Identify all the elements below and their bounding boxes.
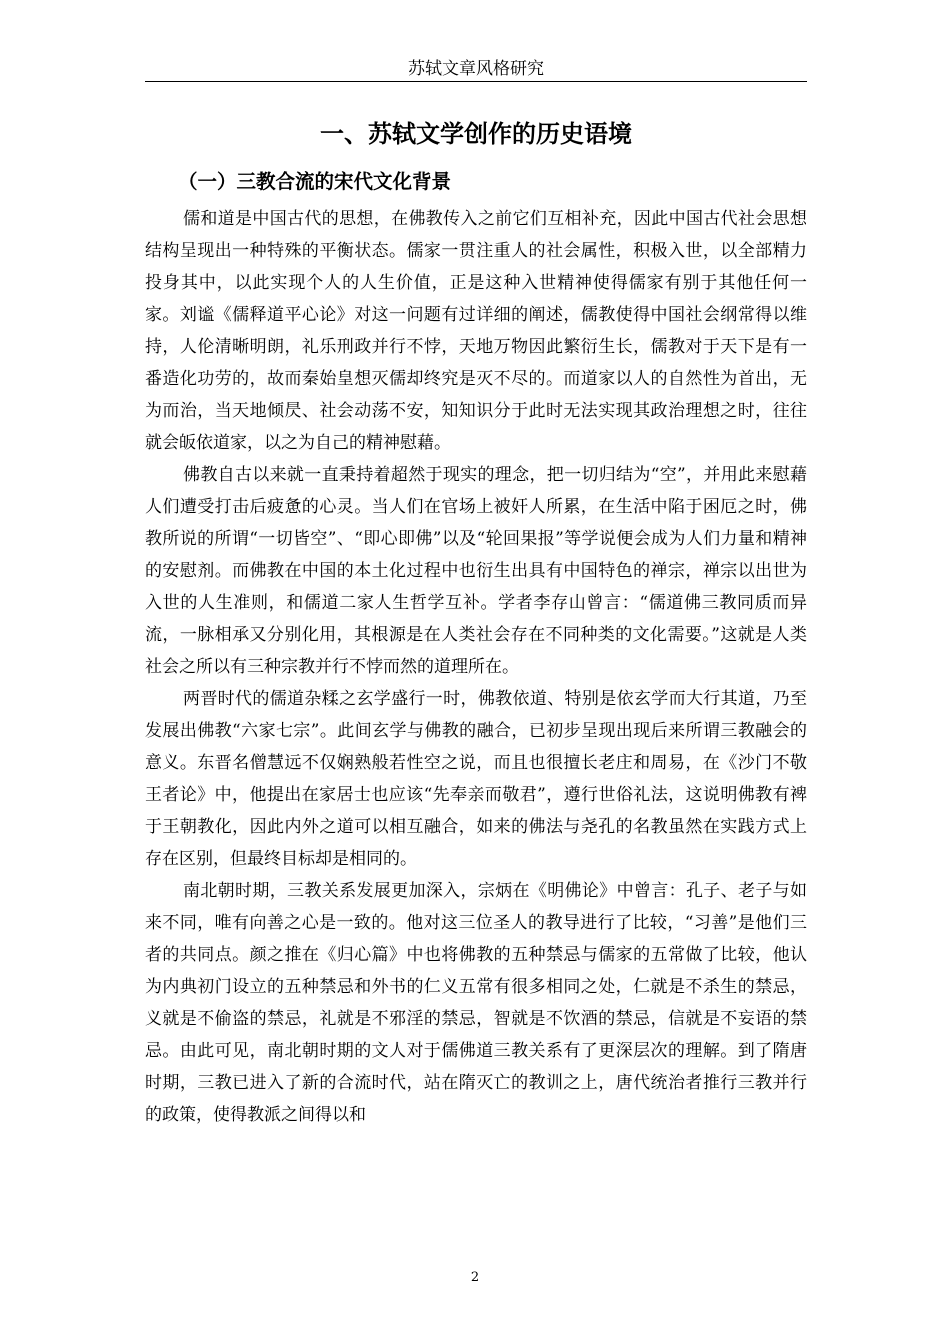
paragraph-2: 佛教自古以来就一直秉持着超然于现实的理念，把一切归结为“空”，并用此来慰藉人们遭受打击后疲惫的心灵。当人们在官场上被奸人所累，在生活中陷于困厄之时，佛教所说的所谓“一切皆空”、“即心即佛”以及“轮回果报”等学说便会成为人们力量和精神的安慰剂。而佛教在中国的本土化过程中也衍生出具有中国特色的禅宗，禅宗以出世为入世的人生准则，和儒道二家人生哲学互补。学者李存山曾言：“儒道佛三教同质而异流，一脉相承又分别化用，其根源是在人类社会存在不同种类的文化需要。”这就是人类社会之所以有三种宗教并行不悖而然的道理所在。 (145, 465, 807, 677)
section-title: （一）三教合流的宋代文化背景 (178, 170, 452, 193)
chapter-title: 一、苏轼文学创作的历史语境 (320, 120, 632, 148)
paragraph-4: 南北朝时期，三教关系发展更加深入，宗炳在《明佛论》中曾言：孔子、老子与如来不同，唯有向善之心是一致的。他对这三位圣人的教导进行了比较，“习善”是他们三者的共同点。颜之推在《归心篇》中也将佛教的五种禁忌与儒家的五常做了比较，他认为内典初门设立的五种禁忌和外书的仁义五常有很多相同之处，仁就是不杀生的禁忌，义就是不偷盗的禁忌，礼就是不邪淫的禁忌，智就是不饮酒的禁忌，信就是不妄语的禁忌。由此可见，南北朝时期的文人对于儒佛道三教关系有了更深层次的理解。到了隋唐时期，三教已进入了新的合流时代，站在隋灭亡的教训之上，唐代统治者推行三教并行的政策，使得教派之间得以和 (145, 881, 807, 1125)
header-divider (145, 81, 807, 82)
running-header: 苏轼文章风格研究 (408, 59, 544, 79)
body-text (145, 203, 807, 1131)
paragraph-3: 两晋时代的儒道杂糅之玄学盛行一时，佛教依道、特别是依玄学而大行其道，乃至发展出佛教“六家七宗”。此间玄学与佛教的融合，已初步呈现出现后来所谓三教融会的意义。东晋名僧慧远不仅娴熟般若性空之说，而且也很擅长老庄和周易，在《沙门不敬王者论》中，他提出在家居士也应该“先奉亲而敬君”，遵行世俗礼法，这说明佛教有裨于王朝教化，因此内外之道可以相互融合，如来的佛法与尧孔的名教虽然在实践方式上存在区别，但最终目标却是相同的。 (145, 689, 807, 869)
paragraph-1: 儒和道是中国古代的思想，在佛教传入之前它们互相补充，因此中国古代社会思想结构呈现出一种特殊的平衡状态。儒家一贯注重人的社会属性，积极入世，以全部精力投身其中，以此实现个人的人生价值，正是这种入世精神使得儒家有别于其他任何一家。刘谧《儒释道平心论》对这一问题有过详细的阐述，儒教使得中国社会纲常得以维持，人伦清晰明朗，礼乐刑政并行不悖，天地万物因此繁衍生长，儒教对于天下是有一番造化功劳的，故而秦始皇想灭儒却终究是灭不尽的。而道家以人的自然性为首出，无为而治，当天地倾昃、社会动荡不安，知知识分于此时无法实现其政治理想之时，往往就会皈依道家，以之为自己的精神慰藉。 (145, 209, 807, 453)
page-number: 2 (470, 1270, 480, 1285)
